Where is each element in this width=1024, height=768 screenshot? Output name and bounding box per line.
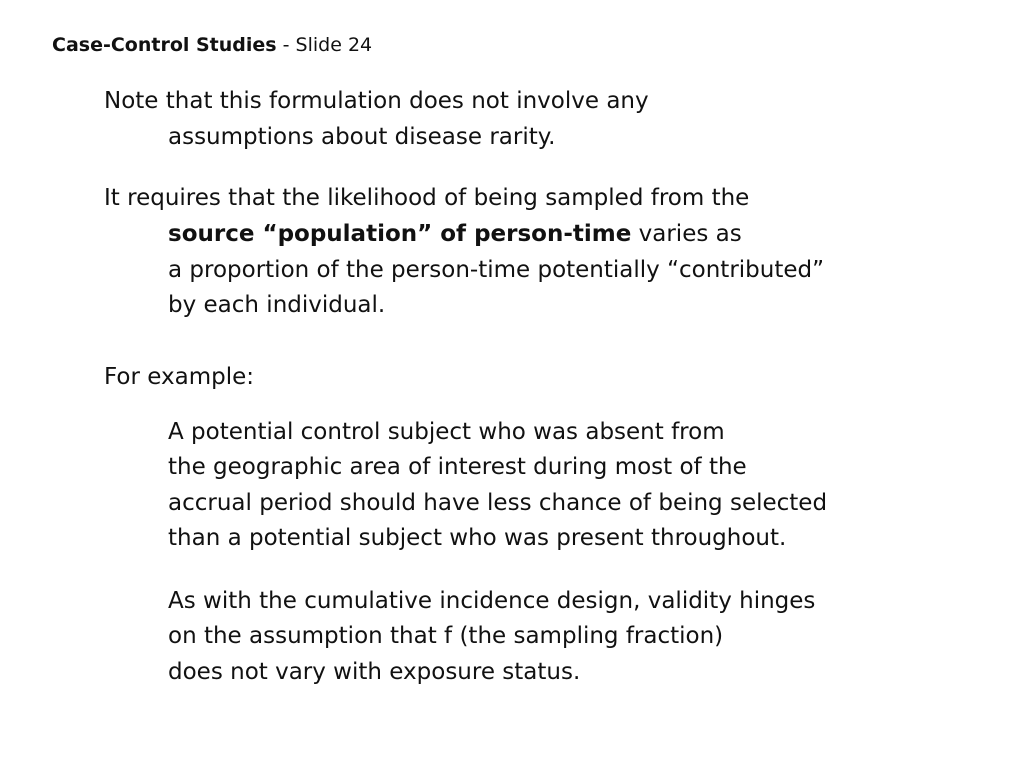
source-population-term: source “population” of person-time [168,221,632,247]
paragraph-5-line-3: does not vary with exposure status. [168,659,581,685]
title-separator: - [276,34,296,56]
slide-number: Slide 24 [295,34,373,56]
paragraph-4-line-3: accrual period should have less chance of being selected [168,490,828,516]
slide-header [52,33,372,57]
slide-title: Case-Control Studies [52,34,277,56]
paragraph-5-line-1: As with the cumulative incidence design, validity hinges [168,588,816,614]
paragraph-2-line-2-rest: varies as [631,221,742,247]
paragraph-5-line-2: on the assumption that f (the sampling fraction) [168,623,724,649]
paragraph-3-line-1: For example: [104,364,254,390]
paragraph-2-line-2 [168,219,742,249]
paragraph-4-line-1: A potential control subject who was absent from [168,419,725,445]
paragraph-4-line-2: the geographic area of interest during most of the [168,454,747,480]
paragraph-1-line-1: Note that this formulation does not involve any [104,88,649,114]
paragraph-2-line-1: It requires that the likelihood of being sampled from the [104,185,750,211]
paragraph-1-line-2: assumptions about disease rarity. [168,124,556,150]
paragraph-2-line-4: by each individual. [168,292,386,318]
paragraph-4-line-4: than a potential subject who was present throughout. [168,525,787,551]
paragraph-2-line-3: a proportion of the person-time potentially “contributed” [168,257,825,283]
